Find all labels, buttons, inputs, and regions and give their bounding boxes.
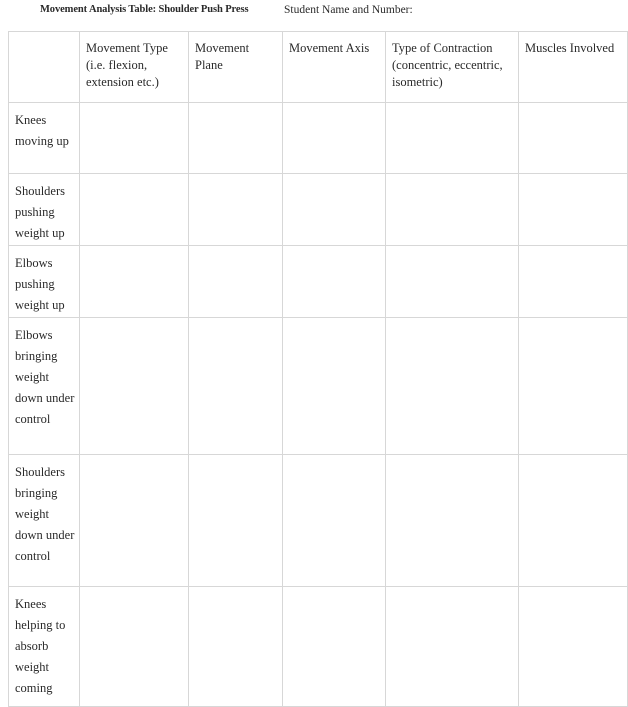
table-row (9, 318, 628, 455)
table-row (9, 103, 628, 174)
header-movement-axis: Movement Axis (283, 32, 386, 103)
movement-plane-cell[interactable] (189, 246, 283, 318)
movement-type-cell[interactable] (80, 455, 189, 587)
muscles-involved-cell[interactable] (519, 174, 628, 246)
header-movement-plane: Movement Plane (189, 32, 283, 103)
movement-axis-cell[interactable] (283, 587, 386, 707)
header-movement-type: Movement Type (i.e. flexion, extension etc.) (80, 32, 189, 103)
table-row (9, 455, 628, 587)
contraction-type-cell[interactable] (386, 246, 519, 318)
movement-plane-cell[interactable] (189, 318, 283, 455)
movement-type-cell[interactable] (80, 174, 189, 246)
movement-axis-cell[interactable] (283, 455, 386, 587)
table-row (9, 246, 628, 318)
page-header (0, 4, 628, 22)
movement-axis-cell[interactable] (283, 103, 386, 174)
contraction-type-cell[interactable] (386, 174, 519, 246)
movement-type-cell[interactable] (80, 103, 189, 174)
header-type-of-contraction: Type of Contraction (concentric, eccentric, isometric) (386, 32, 519, 103)
header-muscles-involved: Muscles Involved (519, 32, 628, 103)
student-name-label: Student Name and Number: (284, 4, 413, 16)
movement-plane-cell[interactable] (189, 174, 283, 246)
row-label: Elbows pushing weight up (9, 246, 80, 318)
muscles-involved-cell[interactable] (519, 587, 628, 707)
movement-type-cell[interactable] (80, 318, 189, 455)
table-header-row (9, 32, 628, 103)
movement-axis-cell[interactable] (283, 318, 386, 455)
row-label: Knees moving up (9, 103, 80, 174)
movement-plane-cell[interactable] (189, 587, 283, 707)
movement-axis-cell[interactable] (283, 246, 386, 318)
muscles-involved-cell[interactable] (519, 455, 628, 587)
header-cell-blank (9, 32, 80, 103)
movement-analysis-table (8, 31, 628, 707)
contraction-type-cell[interactable] (386, 103, 519, 174)
movement-plane-cell[interactable] (189, 455, 283, 587)
row-label: Shoulders pushing weight up (9, 174, 80, 246)
table-title: Movement Analysis Table: Shoulder Push Press (40, 4, 249, 15)
muscles-involved-cell[interactable] (519, 318, 628, 455)
row-label: Elbows bringing weight down under control (9, 318, 80, 455)
muscles-involved-cell[interactable] (519, 246, 628, 318)
movement-type-cell[interactable] (80, 246, 189, 318)
row-label: Knees helping to absorb weight coming (9, 587, 80, 707)
table-row (9, 174, 628, 246)
muscles-involved-cell[interactable] (519, 103, 628, 174)
contraction-type-cell[interactable] (386, 318, 519, 455)
contraction-type-cell[interactable] (386, 587, 519, 707)
movement-axis-cell[interactable] (283, 174, 386, 246)
row-label: Shoulders bringing weight down under control (9, 455, 80, 587)
movement-plane-cell[interactable] (189, 103, 283, 174)
table-row (9, 587, 628, 707)
contraction-type-cell[interactable] (386, 455, 519, 587)
movement-type-cell[interactable] (80, 587, 189, 707)
